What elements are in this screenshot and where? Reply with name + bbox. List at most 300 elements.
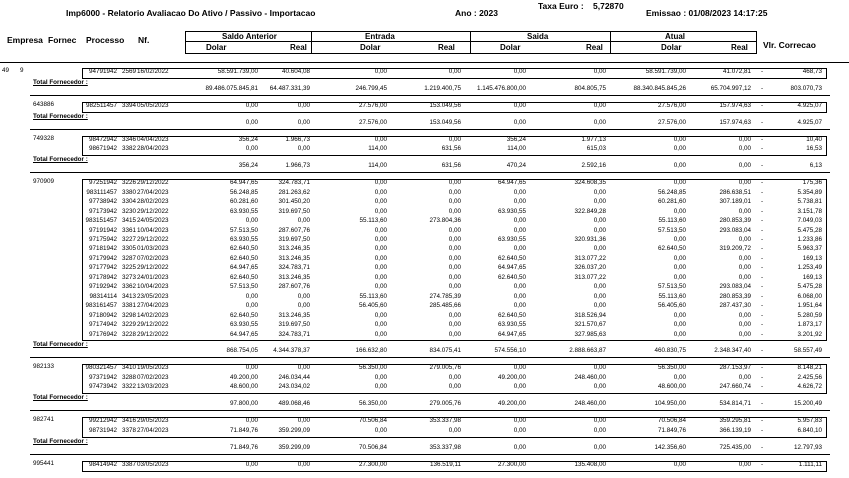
cell-nf: 3362 <box>122 283 137 291</box>
total-correcao: 6,13 <box>809 162 822 170</box>
cell-entrada-real: 0,00 <box>448 426 461 434</box>
cell-saida-dolar: 64.947,65 <box>497 264 526 272</box>
cell-processo: 98671942 <box>88 145 117 153</box>
cell-entrada-real: 0,00 <box>448 330 461 338</box>
cell-sign: - <box>761 236 764 243</box>
cell-atual-dolar: 0,00 <box>673 330 686 338</box>
cell-atual-real: 286.638,51 <box>719 188 751 196</box>
cell-nf: 3380 <box>122 188 137 196</box>
cell-saldo-real: 243.034,02 <box>278 383 310 391</box>
cell-saldo-dolar: 62.640,50 <box>229 254 258 262</box>
header-sep-1 <box>311 31 312 54</box>
cell-saida-real: 1.977,13 <box>581 135 606 143</box>
total-correcao: 803.070,73 <box>790 84 822 92</box>
cell-saida-dolar: 63.930,55 <box>497 321 526 329</box>
cell-nf: 3416 <box>122 417 137 425</box>
total-fornecedor-label: Total Fornecedor : <box>33 112 88 120</box>
cell-saida-dolar: 64.947,65 <box>497 330 526 338</box>
cell-sign: - <box>761 145 764 153</box>
cell-correcao: 2.425,56 <box>797 373 822 381</box>
col-atual-dolar: Dolar <box>661 43 682 52</box>
group-box <box>82 364 827 394</box>
cell-date: 29/12/2022 <box>137 264 169 272</box>
cell-saldo-real: 246.034,44 <box>278 373 310 381</box>
cell-date: 13/03/2023 <box>137 383 169 391</box>
cell-saldo-real: 0,00 <box>297 217 310 225</box>
cell-nf: 2569 <box>122 68 137 75</box>
cell-sign: - <box>761 245 764 253</box>
cell-entrada-dolar: 70.506,84 <box>358 417 387 425</box>
exchange-rate-label: Taxa Euro : <box>538 1 584 11</box>
cell-saldo-dolar: 56.248,85 <box>229 188 258 196</box>
total-entrada-dolar: 246.799,45 <box>355 84 387 92</box>
cell-nf: 3346 <box>122 135 137 143</box>
cell-processo: 98414942 <box>88 460 117 468</box>
cell-atual-dolar: 57.513,50 <box>657 226 686 234</box>
total-saida-real: 0,00 <box>593 118 606 126</box>
cell-saldo-real: 319.697,50 <box>278 207 310 215</box>
cell-date: 07/02/2023 <box>137 373 169 381</box>
cell-entrada-dolar: 56.350,00 <box>358 364 387 372</box>
cell-nf: 3228 <box>122 330 137 338</box>
cell-atual-real: 0,00 <box>738 179 751 187</box>
cell-date: 19/05/2023 <box>137 364 169 372</box>
cell-saida-dolar: 0,00 <box>513 188 526 196</box>
cell-saldo-real: 287.607,76 <box>278 226 310 234</box>
fornecedor-code: 749328 <box>33 134 55 142</box>
cell-correcao: 175,36 <box>802 179 822 187</box>
cell-entrada-dolar: 114,00 <box>368 145 387 153</box>
cell-entrada-real: 0,00 <box>448 179 461 187</box>
cell-saida-dolar: 0,00 <box>513 302 526 310</box>
total-saldo-real: 489.068,46 <box>278 400 310 408</box>
cell-sign: - <box>761 254 764 262</box>
cell-correcao: 5.280,59 <box>797 311 822 319</box>
total-correcao: 15.200,49 <box>793 400 822 408</box>
cell-saida-real: 248.460,00 <box>574 373 606 381</box>
cell-saldo-real: 313.246,35 <box>278 311 310 319</box>
cell-entrada-dolar: 0,00 <box>374 373 387 381</box>
total-entrada-real: 279.005,76 <box>429 400 461 408</box>
cell-sign: - <box>761 292 764 300</box>
total-atual-real: 2.348.347,40 <box>714 347 751 355</box>
cell-saldo-real: 0,00 <box>297 460 310 468</box>
cell-saida-real: 0,00 <box>593 245 606 253</box>
cell-sign: - <box>761 273 764 281</box>
total-entrada-real: 1.219.400,75 <box>424 84 461 92</box>
cell-date: 23/05/2023 <box>137 292 169 300</box>
cell-date: 29/12/2022 <box>137 321 169 329</box>
cell-processo: 980321457 <box>85 364 117 372</box>
cell-entrada-dolar: 0,00 <box>374 426 387 434</box>
total-sign: - <box>761 84 764 92</box>
cell-atual-real: 247.660,74 <box>719 383 751 391</box>
cell-correcao: 1.253,49 <box>797 264 822 272</box>
cell-entrada-real: 0,00 <box>448 273 461 281</box>
cell-entrada-dolar: 27.300,00 <box>358 460 387 468</box>
cell-entrada-dolar: 0,00 <box>374 236 387 243</box>
cell-sign: - <box>761 135 764 143</box>
cell-saida-real: 0,00 <box>593 198 606 206</box>
cell-saldo-dolar: 63.930,55 <box>229 236 258 243</box>
total-fornecedor-label: Total Fornecedor : <box>33 341 88 349</box>
cell-saida-dolar: 64.947,65 <box>497 179 526 187</box>
cell-atual-dolar: 0,00 <box>673 236 686 243</box>
col-saldo-dolar: Dolar <box>206 43 227 52</box>
cell-nf: 3382 <box>122 145 137 153</box>
cell-nf: 3273 <box>122 273 137 281</box>
cell-date: 29/12/2022 <box>137 179 169 187</box>
exchange-rate-value: 5,72870 <box>593 1 624 11</box>
col-empresa: Empresa <box>7 35 43 45</box>
total-rule <box>30 410 830 411</box>
cell-nf: 3225 <box>122 264 137 272</box>
cell-correcao: 468,73 <box>802 68 822 75</box>
total-sign: - <box>761 400 764 408</box>
col-entrada: Entrada <box>365 32 395 41</box>
total-fornecedor-label: Total Fornecedor : <box>33 78 88 86</box>
cell-saldo-real: 0,00 <box>297 364 310 372</box>
cell-atual-real: 0,00 <box>738 236 751 243</box>
cell-date: 10/04/2023 <box>137 283 169 291</box>
total-atual-dolar: 0,00 <box>673 162 686 170</box>
total-atual-dolar: 142.356,60 <box>654 443 686 451</box>
cell-correcao: 4.925,07 <box>797 101 822 109</box>
cell-saida-real: 327.985,63 <box>574 330 606 338</box>
cell-saldo-dolar: 71.849,76 <box>229 426 258 434</box>
cell-atual-dolar: 0,00 <box>673 321 686 329</box>
cell-date: 27/04/2023 <box>137 188 169 196</box>
cell-saldo-dolar: 58.591.739,00 <box>217 68 258 75</box>
total-atual-real: 65.704.997,12 <box>710 84 751 92</box>
cell-atual-real: 359.295,81 <box>719 417 751 425</box>
cell-entrada-real: 0,00 <box>448 283 461 291</box>
cell-correcao: 16,53 <box>806 145 822 153</box>
total-atual-dolar: 27.576,00 <box>657 118 686 126</box>
cell-atual-real: 280.853,39 <box>719 292 751 300</box>
cell-saida-real: 320.931,36 <box>574 236 606 243</box>
cell-sign: - <box>761 321 764 329</box>
cell-atual-real: 280.853,39 <box>719 217 751 225</box>
year-label: Ano : 2023 <box>455 8 498 18</box>
cell-atual-dolar: 71.849,76 <box>657 426 686 434</box>
cell-saldo-real: 301.450,20 <box>278 198 310 206</box>
total-entrada-real: 153.049,56 <box>429 118 461 126</box>
cell-atual-dolar: 0,00 <box>673 145 686 153</box>
cell-saldo-real: 324.783,71 <box>278 330 310 338</box>
total-entrada-dolar: 27.576,00 <box>358 118 387 126</box>
cell-saida-dolar: 0,00 <box>513 217 526 225</box>
cell-processo: 98472942 <box>88 135 117 143</box>
cell-date: 29/12/2022 <box>137 207 169 215</box>
cell-atual-real: 0,00 <box>738 264 751 272</box>
cell-saldo-dolar: 64.947,65 <box>229 179 258 187</box>
cell-saida-dolar: 0,00 <box>513 101 526 109</box>
total-fornecedor-label: Total Fornecedor : <box>33 156 88 164</box>
cell-date: 29/12/2022 <box>137 236 169 243</box>
cell-entrada-real: 0,00 <box>448 321 461 329</box>
cell-correcao: 8.148,21 <box>797 364 822 372</box>
cell-entrada-dolar: 56.405,60 <box>358 302 387 310</box>
total-entrada-dolar: 70.506,84 <box>358 443 387 451</box>
cell-saida-dolar: 62.640,50 <box>497 273 526 281</box>
total-rule <box>30 454 830 455</box>
cell-entrada-real: 274.785,39 <box>429 292 461 300</box>
cell-atual-dolar: 0,00 <box>673 460 686 468</box>
cell-nf: 3287 <box>122 254 137 262</box>
cell-entrada-dolar: 27.576,00 <box>358 101 387 109</box>
cell-saldo-real: 319.697,50 <box>278 321 310 329</box>
cell-nf: 3229 <box>122 321 137 329</box>
cell-entrada-real: 0,00 <box>448 383 461 391</box>
cell-sign: - <box>761 217 764 225</box>
cell-processo: 98731942 <box>88 426 117 434</box>
cell-correcao: 169,13 <box>802 273 822 281</box>
cell-saida-real: 322.849,28 <box>574 207 606 215</box>
empresa-fornec: 9 <box>20 67 24 74</box>
cell-entrada-real: 279.005,76 <box>429 364 461 372</box>
cell-sign: - <box>761 460 764 468</box>
cell-nf: 3230 <box>122 207 137 215</box>
col-entrada-real: Real <box>438 43 455 52</box>
col-atual-real: Real <box>731 43 748 52</box>
total-saida-dolar: 0,00 <box>513 118 526 126</box>
cell-correcao: 1.233,86 <box>797 236 822 243</box>
cell-correcao: 5.738,81 <box>797 198 822 206</box>
cell-processo: 97176942 <box>88 330 117 338</box>
total-saida-dolar: 0,00 <box>513 443 526 451</box>
total-entrada-dolar: 114,00 <box>368 162 387 170</box>
cell-atual-dolar: 0,00 <box>673 135 686 143</box>
fornecedor-code: 982741 <box>33 416 55 424</box>
total-atual-real: 0,00 <box>738 162 751 170</box>
cell-date: 10/04/2023 <box>137 226 169 234</box>
cell-saldo-dolar: 64.947,65 <box>229 264 258 272</box>
cell-correcao: 3.201,92 <box>797 330 822 338</box>
cell-processo: 97473942 <box>88 383 117 391</box>
col-saldo-real: Real <box>290 43 307 52</box>
cell-correcao: 5.963,37 <box>797 245 822 253</box>
cell-entrada-dolar: 0,00 <box>374 198 387 206</box>
cell-saldo-real: 319.697,50 <box>278 236 310 243</box>
cell-nf: 3394 <box>122 101 137 109</box>
cell-processo: 98314114 <box>89 292 117 300</box>
cell-saldo-real: 281.263,62 <box>278 188 310 196</box>
cell-saldo-dolar: 64.947,65 <box>229 330 258 338</box>
cell-atual-dolar: 55.113,60 <box>658 217 686 225</box>
total-saldo-real: 359.299,09 <box>278 443 310 451</box>
total-saida-real: 2.888.663,87 <box>569 347 606 355</box>
cell-saldo-dolar: 356,24 <box>238 135 258 143</box>
cell-saldo-real: 313.246,35 <box>278 273 310 281</box>
cell-correcao: 5.475,28 <box>797 226 822 234</box>
cell-atual-dolar: 48.600,00 <box>657 383 686 391</box>
cell-atual-dolar: 70.506,84 <box>657 417 686 425</box>
cell-entrada-real: 0,00 <box>448 245 461 253</box>
total-saida-dolar: 1.145.476.800,00 <box>476 84 526 92</box>
cell-saldo-real: 287.607,76 <box>278 283 310 291</box>
cell-date: 14/02/2023 <box>137 311 169 319</box>
cell-entrada-dolar: 0,00 <box>374 383 387 391</box>
cell-entrada-dolar: 0,00 <box>374 245 387 253</box>
cell-entrada-dolar: 0,00 <box>374 273 387 281</box>
cell-saldo-real: 0,00 <box>297 417 310 425</box>
total-entrada-dolar: 56.350,00 <box>358 400 387 408</box>
cell-processo: 97179942 <box>88 254 117 262</box>
cell-entrada-dolar: 0,00 <box>374 311 387 319</box>
cell-sign: - <box>761 383 764 391</box>
cell-saida-real: 321.570,67 <box>574 321 606 329</box>
cell-atual-real: 0,00 <box>738 207 751 215</box>
cell-atual-dolar: 0,00 <box>673 254 686 262</box>
cell-atual-real: 366.139,19 <box>719 426 751 434</box>
total-sign: - <box>761 347 764 355</box>
col-vlr-correcao: Vlr. Correcao <box>763 40 816 50</box>
total-rule <box>30 129 830 130</box>
cell-entrada-dolar: 55.113,60 <box>359 292 387 300</box>
cell-atual-real: 0,00 <box>738 135 751 143</box>
col-saida-real: Real <box>586 43 603 52</box>
cell-atual-dolar: 27.576,00 <box>657 101 686 109</box>
emission-date: Emissao : 01/08/2023 14:17:25 <box>646 8 768 18</box>
total-atual-real: 157.974,63 <box>719 118 751 126</box>
cell-saldo-dolar: 60.281,60 <box>229 198 258 206</box>
cell-processo: 97191942 <box>88 226 117 234</box>
cell-atual-real: 0,00 <box>738 373 751 381</box>
total-entrada-real: 631,56 <box>441 162 461 170</box>
cell-correcao: 5.475,28 <box>797 283 822 291</box>
cell-saida-real: 0,00 <box>593 302 606 310</box>
cell-saldo-dolar: 0,00 <box>245 217 258 225</box>
cell-saldo-dolar: 62.640,50 <box>229 245 258 253</box>
cell-saldo-dolar: 63.930,55 <box>229 207 258 215</box>
cell-atual-real: 41.072,81 <box>722 68 751 75</box>
cell-correcao: 6.068,00 <box>797 292 822 300</box>
cell-saida-dolar: 49.200,00 <box>497 373 526 381</box>
cell-entrada-real: 0,00 <box>448 135 461 143</box>
cell-entrada-dolar: 0,00 <box>374 179 387 187</box>
group-box <box>82 68 827 79</box>
cell-sign: - <box>761 68 764 75</box>
cell-atual-dolar: 58.591.739,00 <box>645 68 686 75</box>
cell-nf: 3378 <box>122 426 137 434</box>
cell-processo: 97738942 <box>88 198 117 206</box>
cell-sign: - <box>761 311 764 319</box>
cell-saida-dolar: 0,00 <box>513 198 526 206</box>
total-saldo-real: 64.487.331,39 <box>269 84 310 92</box>
total-saldo-dolar: 356,24 <box>238 162 258 170</box>
cell-processo: 97180942 <box>88 311 117 319</box>
cell-nf: 3288 <box>122 373 137 381</box>
cell-date: 28/02/2023 <box>137 198 169 206</box>
col-saldo-anterior: Saldo Anterior <box>222 32 277 41</box>
cell-atual-real: 287.437,30 <box>719 302 751 310</box>
cell-saida-real: 0,00 <box>593 364 606 372</box>
cell-date: 24/05/2023 <box>137 217 169 225</box>
total-atual-dolar: 460.830,75 <box>654 347 686 355</box>
cell-date: 07/02/2023 <box>137 254 169 262</box>
cell-sign: - <box>761 179 764 187</box>
cell-entrada-real: 0,00 <box>448 188 461 196</box>
cell-atual-real: 0,00 <box>738 273 751 281</box>
cell-correcao: 169,13 <box>802 254 822 262</box>
cell-atual-real: 0,00 <box>738 460 751 468</box>
cell-saldo-dolar: 57.513,50 <box>229 226 258 234</box>
total-saldo-real: 4.344.378,37 <box>273 347 310 355</box>
cell-saida-real: 0,00 <box>593 292 606 300</box>
cell-processo: 97192942 <box>88 283 117 291</box>
cell-date: 27/04/2023 <box>137 302 169 310</box>
cell-saldo-real: 1.966,73 <box>285 135 310 143</box>
cell-date: 01/03/2023 <box>137 245 169 253</box>
cell-saldo-dolar: 62.640,50 <box>229 311 258 319</box>
total-saida-dolar: 470,24 <box>506 162 526 170</box>
total-entrada-real: 834.075,41 <box>429 347 461 355</box>
total-sign: - <box>761 118 764 126</box>
cell-sign: - <box>761 373 764 381</box>
cell-saida-real: 0,00 <box>593 101 606 109</box>
total-saida-real: 248.460,00 <box>574 400 606 408</box>
cell-saida-real: 0,00 <box>593 188 606 196</box>
cell-processo: 97177942 <box>88 264 117 272</box>
cell-sign: - <box>761 364 764 372</box>
cell-processo: 94791942 <box>88 68 117 75</box>
total-sign: - <box>761 443 764 451</box>
cell-saldo-real: 0,00 <box>297 145 310 153</box>
cell-atual-real: 307.189,01 <box>719 198 751 206</box>
total-saida-dolar: 574.556,10 <box>494 347 526 355</box>
cell-saida-real: 0,00 <box>593 68 606 75</box>
cell-processo: 97371942 <box>88 373 117 381</box>
cell-sign: - <box>761 198 764 206</box>
total-rule <box>30 95 830 96</box>
cell-date: 04/04/2023 <box>137 135 169 143</box>
cell-entrada-real: 0,00 <box>448 264 461 272</box>
cell-saida-real: 313.077,22 <box>574 273 606 281</box>
total-saldo-dolar: 89.486.075.845,81 <box>205 84 258 92</box>
cell-date: 16/02/2022 <box>137 68 169 75</box>
total-sign: - <box>761 162 764 170</box>
cell-atual-real: 0,00 <box>738 321 751 329</box>
cell-entrada-dolar: 0,00 <box>374 207 387 215</box>
cell-saldo-dolar: 63.930,55 <box>229 321 258 329</box>
cell-correcao: 5.354,89 <box>797 188 822 196</box>
total-saldo-dolar: 97.800,00 <box>229 400 258 408</box>
cell-entrada-real: 631,56 <box>441 145 461 153</box>
cell-entrada-dolar: 0,00 <box>374 321 387 329</box>
group-box <box>82 179 827 341</box>
cell-saida-real: 0,00 <box>593 217 606 225</box>
cell-entrada-dolar: 55.113,60 <box>359 217 387 225</box>
cell-saida-real: 324.608,35 <box>574 179 606 187</box>
header-rule <box>0 62 849 63</box>
cell-saldo-real: 324.783,71 <box>278 264 310 272</box>
total-saida-dolar: 49.200,00 <box>497 400 526 408</box>
cell-saida-dolar: 27.300,00 <box>497 460 526 468</box>
group-box <box>82 102 827 113</box>
cell-saida-real: 0,00 <box>593 283 606 291</box>
cell-nf: 3322 <box>122 383 137 391</box>
total-atual-real: 534.814,71 <box>719 400 751 408</box>
total-saldo-dolar: 0,00 <box>245 118 258 126</box>
cell-date: 28/04/2023 <box>137 145 169 153</box>
cell-date: 29/12/2022 <box>137 330 169 338</box>
cell-saida-dolar: 356,24 <box>506 135 526 143</box>
cell-sign: - <box>761 426 764 434</box>
cell-saldo-dolar: 0,00 <box>245 302 258 310</box>
cell-saldo-real: 313.246,35 <box>278 245 310 253</box>
fornecedor-code: 970909 <box>33 178 55 186</box>
